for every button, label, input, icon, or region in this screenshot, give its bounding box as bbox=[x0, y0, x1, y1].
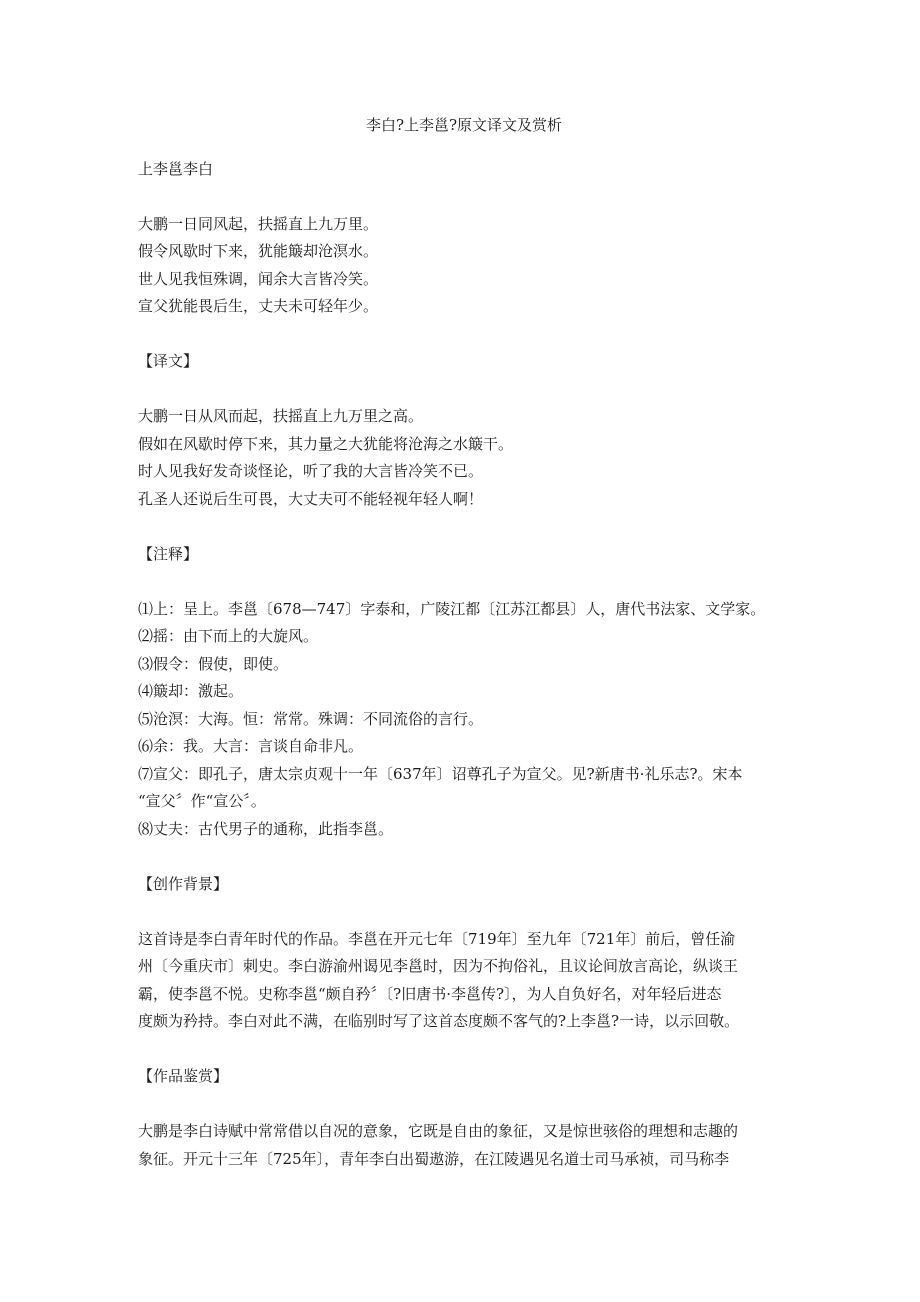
notes-heading: 【注释】 bbox=[138, 544, 199, 563]
poem-line: 宣父犹能畏后生，丈夫未可轻年少。 bbox=[138, 297, 379, 315]
spacer bbox=[138, 898, 790, 926]
appreciation-line: 象征。开元十三年〔725年〕，青年李白出蜀遨游，在江陵遇见名道士司马承祯，司马称李 bbox=[138, 1149, 730, 1168]
page-title: 李白?上李邕?原文译文及赏析 bbox=[365, 116, 563, 134]
translation-line: 假如在风歇时停下来，其力量之大犹能将沧海之水簸干。 bbox=[138, 434, 514, 453]
note-line: ⑷簸却：激起。 bbox=[138, 682, 244, 700]
background-block bbox=[138, 926, 790, 1036]
translation-block bbox=[138, 403, 790, 513]
translation-line: 大鹏一日从风而起，扶摇直上九万里之高。 bbox=[138, 407, 424, 425]
notes-block bbox=[138, 596, 790, 844]
spacer bbox=[138, 513, 790, 541]
background-line: 这首诗是李白青年时代的作品。李邕在开元七年〔719年〕至九年〔721年〕前后，曾任渝 bbox=[138, 929, 736, 948]
note-line: ⑵摇：由下而上的大旋风。 bbox=[138, 627, 319, 645]
spacer bbox=[138, 376, 790, 404]
background-line: 度颇为矜持。李白对此不满，在临别时写了这首态度颇不客气的?上李邕?一诗，以示回敬。 bbox=[138, 1012, 740, 1030]
background-line: 州〔今重庆市〕刺史。李白游渝州谒见李邕时，因为不拘俗礼，且议论间放言高论，纵谈王 bbox=[138, 957, 739, 975]
spacer bbox=[138, 321, 790, 349]
appreciation-heading: 【作品鉴赏】 bbox=[138, 1067, 229, 1085]
poem-line: 世人见我恒殊调，闻余大言皆冷笑。 bbox=[138, 269, 379, 288]
appreciation-line: 大鹏是李白诗赋中常常借以自况的意象，它既是自由的象征，又是惊世骇俗的理想和志趣的 bbox=[138, 1122, 739, 1140]
note-line: “宣父〞作“宣公〞。 bbox=[138, 792, 266, 810]
poem-line: 假令风歇时下来，犹能簸却沧溟水。 bbox=[138, 242, 379, 260]
document-body bbox=[138, 112, 790, 1173]
translation-line: 孔圣人还说后生可畏，大丈夫可不能轻视年轻人啊！ bbox=[138, 489, 484, 508]
translation-line: 时人见我好发奇谈怪论，听了我的大言皆冷笑不已。 bbox=[138, 462, 484, 480]
note-line: ⑸沧溟：大海。恒：常常。殊调：不同流俗的言行。 bbox=[138, 709, 484, 728]
background-line: 霸，使李邕不悦。史称李邕“颇自矜〞〔?旧唐书·李邕传?〕，为人自负好名，对年轻后进态 bbox=[138, 984, 722, 1003]
appreciation-block bbox=[138, 1118, 790, 1173]
note-line: ⑴上：呈上。李邕〔678—747〕字泰和，广陵江都〔江苏江都县〕人，唐代书法家、文学家。 bbox=[138, 599, 766, 618]
translation-heading: 【译文】 bbox=[138, 352, 199, 370]
poem-block bbox=[138, 211, 790, 321]
poem-line: 大鹏一日同风起，扶摇直上九万里。 bbox=[138, 214, 379, 233]
background-heading: 【创作背景】 bbox=[138, 874, 229, 893]
spacer bbox=[138, 183, 790, 211]
spacer bbox=[138, 843, 790, 871]
note-line: ⑻丈夫：古代男子的通称，此指李邕。 bbox=[138, 819, 394, 838]
note-line: ⑹余：我。大言：言谈自命非凡。 bbox=[138, 737, 364, 755]
poem-subtitle: 上李邕李白 bbox=[138, 159, 214, 178]
spacer bbox=[138, 1091, 790, 1119]
spacer bbox=[138, 1036, 790, 1064]
note-line: ⑺宣父：即孔子，唐太宗贞观十一年〔637年〕诏尊孔子为宣父。见?新唐书·礼乐志?。宋本 bbox=[138, 764, 743, 783]
spacer bbox=[138, 568, 790, 596]
note-line: ⑶假令：假使，即使。 bbox=[138, 654, 289, 673]
